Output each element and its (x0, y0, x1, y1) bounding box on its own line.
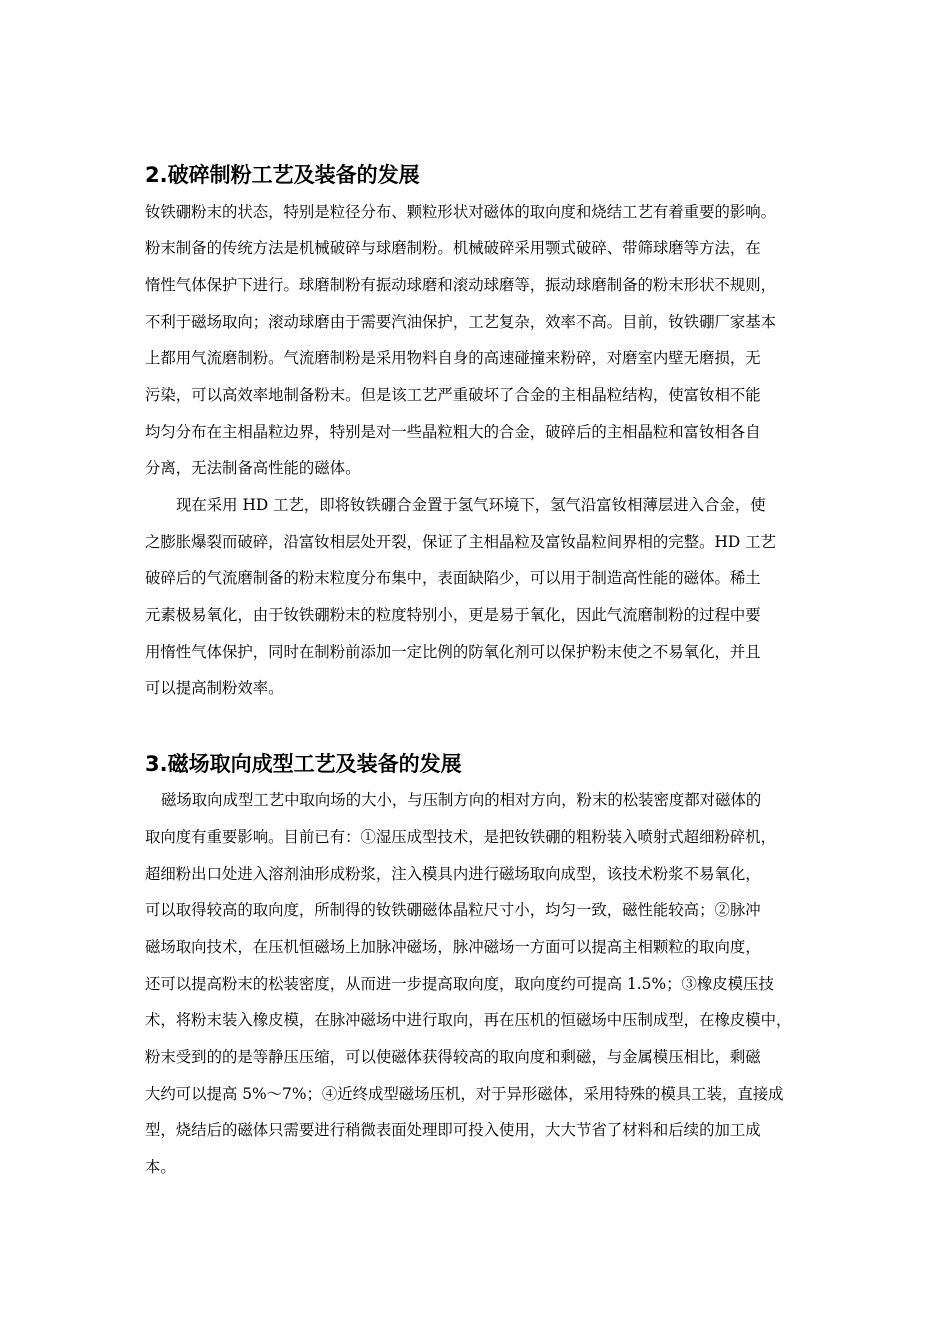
text-line: 污染，可以高效率地制备粉末。但是该工艺严重破坏了合金的主相晶粒结构，使富钕相不能 (145, 386, 761, 404)
text-line: 上都用气流磨制粉。气流磨制粉是采用物料自身的高速碰撞来粉碎，对磨室内壁无磨损，无 (145, 349, 761, 367)
text-line: 不利于磁场取向；滚动球磨由于需要汽油保护，工艺复杂，效率不高。目前，钕铁硼厂家基本 (145, 313, 777, 331)
text-line: 还可以提高粉末的松装密度，从而进一步提高取向度，取向度约可提高 1.5%；③橡皮模压技 (145, 975, 774, 993)
text-line: 元素极易氧化，由于钕铁硼粉末的粒度特别小，更是易于氧化，因此气流磨制粉的过程中要 (145, 606, 761, 624)
text-line: 用惰性气体保护，同时在制粉前添加一定比例的防氧化剂可以保护粉末使之不易氧化，并且 (145, 643, 761, 661)
text-line: 磁场取向成型工艺中取向场的大小，与压制方向的相对方向，粉末的松装密度都对磁体的 (161, 791, 762, 809)
text-line: 型，烧结后的磁体只需要进行稍微表面处理即可投入使用，大大节省了材料和后续的加工成 (145, 1121, 761, 1139)
text-line: 大约可以提高 5%～7%；④近终成型磁场压机，对于异形磁体，采用特殊的模具工装，直接成 (145, 1085, 784, 1103)
text-line: 本。 (145, 1158, 176, 1176)
section-heading: 2.破碎制粉工艺及装备的发展 (145, 163, 420, 187)
text-line: 超细粉出口处进入溶剂油形成粉浆，注入模具内进行磁场取向成型，该技术粉浆不易氧化， (145, 865, 761, 883)
text-line: 惰性气体保护下进行。球磨制粉有振动球磨和滚动球磨等，振动球磨制备的粉末形状不规则， (145, 276, 777, 294)
text-line: 之膨胀爆裂而破碎，沿富钕相层处开裂，保证了主相晶粒及富钕晶粒间界相的完整。HD 工艺 (145, 533, 776, 551)
text-line: 磁场取向技术，在压机恒磁场上加脉冲磁场，脉冲磁场一方面可以提高主相颗粒的取向度， (145, 938, 761, 956)
text-line: 均匀分布在主相晶粒边界，特别是对一些晶粒粗大的合金，破碎后的主相晶粒和富钕相各自 (145, 423, 761, 441)
text-line: 粉末制备的传统方法是机械破碎与球磨制粉。机械破碎采用颚式破碎、带筛球磨等方法，在 (145, 239, 761, 257)
text-line: 可以取得较高的取向度，所制得的钕铁硼磁体晶粒尺寸小，均匀一致，磁性能较高；②脉冲 (145, 901, 761, 919)
text-line: 可以提高制粉效率。 (145, 679, 284, 697)
text-line: 现在采用 HD 工艺，即将钕铁硼合金置于氢气环境下，氢气沿富钕相薄层进入合金，使 (176, 496, 766, 514)
section-heading: 3.磁场取向成型工艺及装备的发展 (145, 752, 462, 776)
text-line: 取向度有重要影响。目前已有：①湿压成型技术，是把钕铁硼的粗粉装入喷射式超细粉碎机， (145, 828, 777, 846)
text-line: 粉末受到的的是等静压压缩，可以使磁体获得较高的取向度和剩磁，与金属模压相比，剩磁 (145, 1048, 761, 1066)
text-line: 术，将粉末装入橡皮模，在脉冲磁场中进行取向，再在压机的恒磁场中压制成型，在橡皮模中， (145, 1011, 792, 1029)
text-line: 破碎后的气流磨制备的粉末粒度分布集中，表面缺陷少，可以用于制造高性能的磁体。稀土 (145, 569, 761, 587)
text-line: 分离，无法制备高性能的磁体。 (145, 459, 361, 477)
text-line: 钕铁硼粉末的状态，特别是粒径分布、颗粒形状对磁体的取向度和烧结工艺有着重要的影响。 (145, 203, 777, 221)
